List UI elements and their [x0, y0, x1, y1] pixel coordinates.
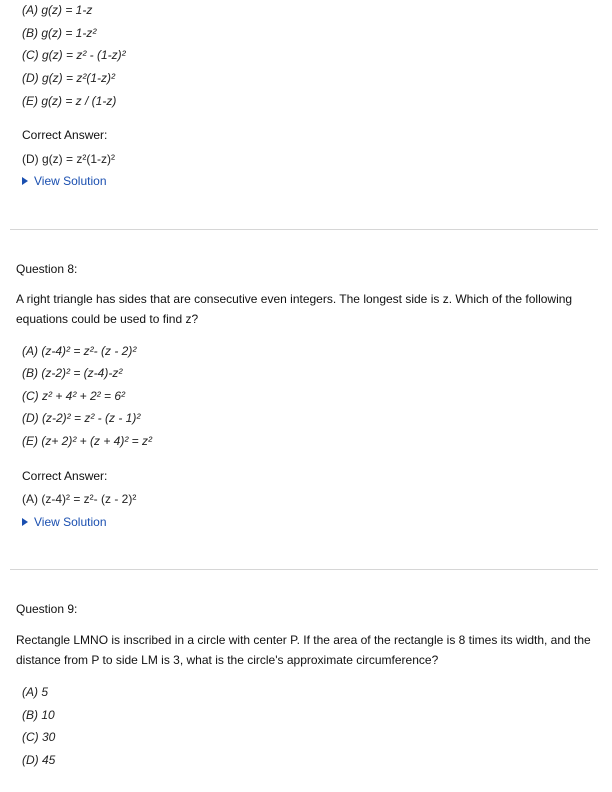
- q7-option-e: (E) g(z) = z / (1-z): [22, 94, 117, 108]
- q7-option-c: (C) g(z) = z² - (1-z)²: [22, 48, 126, 62]
- q8-option-d: (D) (z-2)² = z² - (z - 1)²: [22, 411, 141, 425]
- q8-option-c: (C) z² + 4² + 2² = 6²: [22, 389, 126, 403]
- q7-view-solution-label: View Solution: [34, 174, 107, 188]
- q9-option-a: (A) 5: [22, 685, 49, 699]
- q7-option-a: (A) g(z) = 1-z: [22, 3, 93, 17]
- q8-title: Question 8:: [16, 262, 78, 276]
- q9-option-b: (B) 10: [22, 708, 55, 722]
- play-triangle-icon: [22, 518, 28, 526]
- q9-text: Rectangle LMNO is inscribed in a circle with center P. If the area of the rectangle is 8 times its width, and the distance from P to side LM is 3, what is the circle's approximate circumference?: [16, 633, 591, 667]
- q7-correct-answer: (D) g(z) = z²(1-z)²: [22, 152, 115, 166]
- q9-option-d: (D) 45: [22, 753, 56, 767]
- divider: [10, 229, 598, 230]
- q7-correct-label: Correct Answer:: [22, 128, 108, 142]
- q7-option-b: (B) g(z) = 1-z²: [22, 26, 97, 40]
- q8-view-solution-link[interactable]: [22, 515, 107, 529]
- q8-correct-label: Correct Answer:: [22, 469, 108, 483]
- q8-correct-answer: (A) (z-4)² = z²- (z - 2)²: [22, 492, 137, 506]
- q8-option-a: (A) (z-4)² = z²- (z - 2)²: [22, 344, 137, 358]
- q8-option-b: (B) (z-2)² = (z-4)-z²: [22, 366, 123, 380]
- play-triangle-icon: [22, 177, 28, 185]
- q9-option-c: (C) 30: [22, 730, 56, 744]
- q9-title: Question 9:: [16, 602, 78, 616]
- divider: [10, 569, 598, 570]
- q8-option-e: (E) (z+ 2)² + (z + 4)² = z²: [22, 434, 153, 448]
- q7-view-solution-link[interactable]: [22, 174, 107, 188]
- q8-view-solution-label: View Solution: [34, 515, 107, 529]
- q8-text: A right triangle has sides that are consecutive even integers. The longest side is z. Which of the following equations could be used to find z?: [16, 292, 573, 326]
- q7-option-d: (D) g(z) = z²(1-z)²: [22, 71, 115, 85]
